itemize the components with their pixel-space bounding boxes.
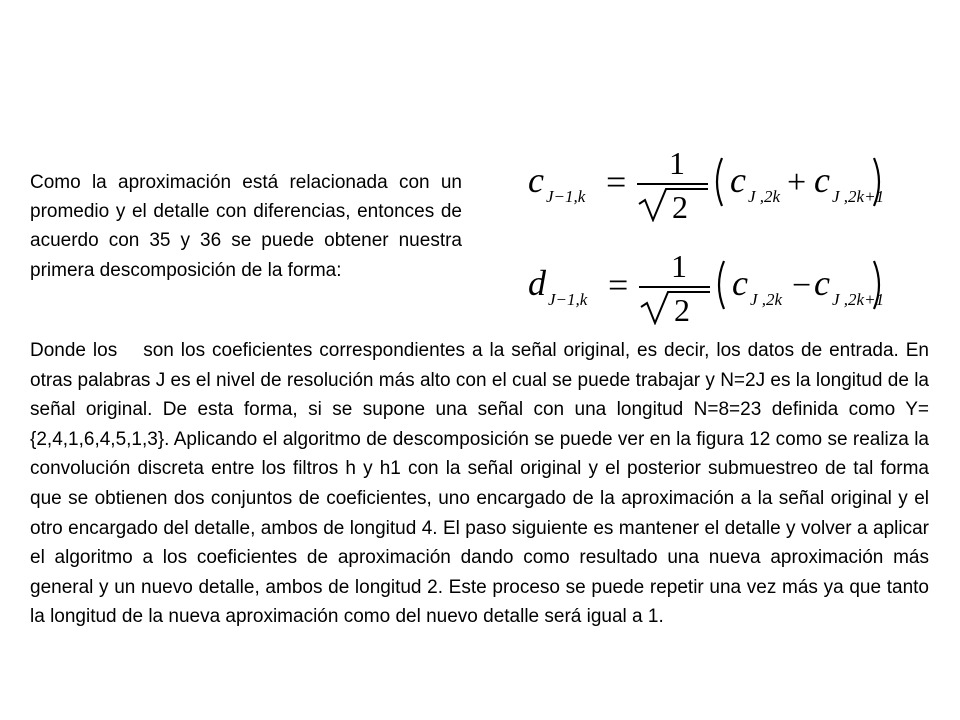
body-paragraph (30, 336, 929, 632)
detail-operator: − (792, 267, 812, 304)
detail-term2-variable: c (814, 263, 830, 303)
approximation-formula-graphic (524, 142, 894, 222)
body-paragraph-lead: Donde los (30, 340, 118, 361)
approx-lhs-variable: c (528, 160, 544, 200)
detail-sqrt-radicand: 2 (674, 292, 690, 325)
intro-paragraph: Como la aproximación está relacionada con un promedio y el detalle con diferencias, entonces de acuerdo con 35 y 36 se puede obtener nuestra primera descomposición de la forma: (30, 172, 462, 281)
detail-left-paren (719, 261, 724, 309)
detail-formula-graphic (524, 245, 894, 325)
detail-lhs-subscript: J−1,k (548, 290, 588, 309)
detail-lhs-variable: d (528, 263, 546, 303)
approx-sqrt-radicand: 2 (672, 189, 688, 222)
detail-term2-subscript: J ,2k+1 (832, 290, 885, 309)
approx-operator: + (787, 164, 807, 201)
detail-equals-sign: = (608, 265, 629, 305)
detail-formula (524, 245, 894, 325)
detail-term1-variable: c (732, 263, 748, 303)
approx-term1-subscript: J ,2k (748, 187, 781, 206)
approx-term2-variable: c (814, 160, 830, 200)
approx-term1-variable: c (730, 160, 746, 200)
detail-term1-subscript: J ,2k (750, 290, 783, 309)
approx-lhs-subscript: J−1,k (546, 187, 586, 206)
approx-term2-subscript: J ,2k+1 (832, 187, 885, 206)
body-paragraph-rest: son los coeficientes correspondientes a la señal original, es decir, los datos de entrada. En otras palabras J es el nivel de resolución más alto con el cual se puede trabajar y N=2J es la longitud de la señal original. De esta forma, si se supone una señal con una longitud N=8=23 definida como Y={2,4,1,6,4,5,1,3}. Aplicando el algoritmo de descomposición se puede ver en la figura 12 como se realiza la convolución discreta entre los filtros h y h1 con la señal original y el posterior submuestreo de tal forma que se obtienen dos conjuntos de coeficientes, uno encargado de la aproximación a la señal original y el otro encargado del detalle, ambos de longitud 4. El paso siguiente es mantener el detalle y volver a aplicar el algoritmo a los coeficientes de aproximación dando como resultado una nueva aproximación más general y un nuevo detalle, ambos de longitud 2. Este proceso se puede repetir una vez más ya que tanto la longitud de la nueva aproximación como del nuevo detalle será igual a 1. (30, 340, 929, 628)
approx-equals-sign: = (606, 162, 627, 202)
detail-fraction-numerator: 1 (671, 248, 687, 284)
approx-left-paren (717, 158, 722, 206)
approx-fraction-numerator: 1 (669, 145, 685, 181)
approximation-formula (524, 142, 894, 222)
